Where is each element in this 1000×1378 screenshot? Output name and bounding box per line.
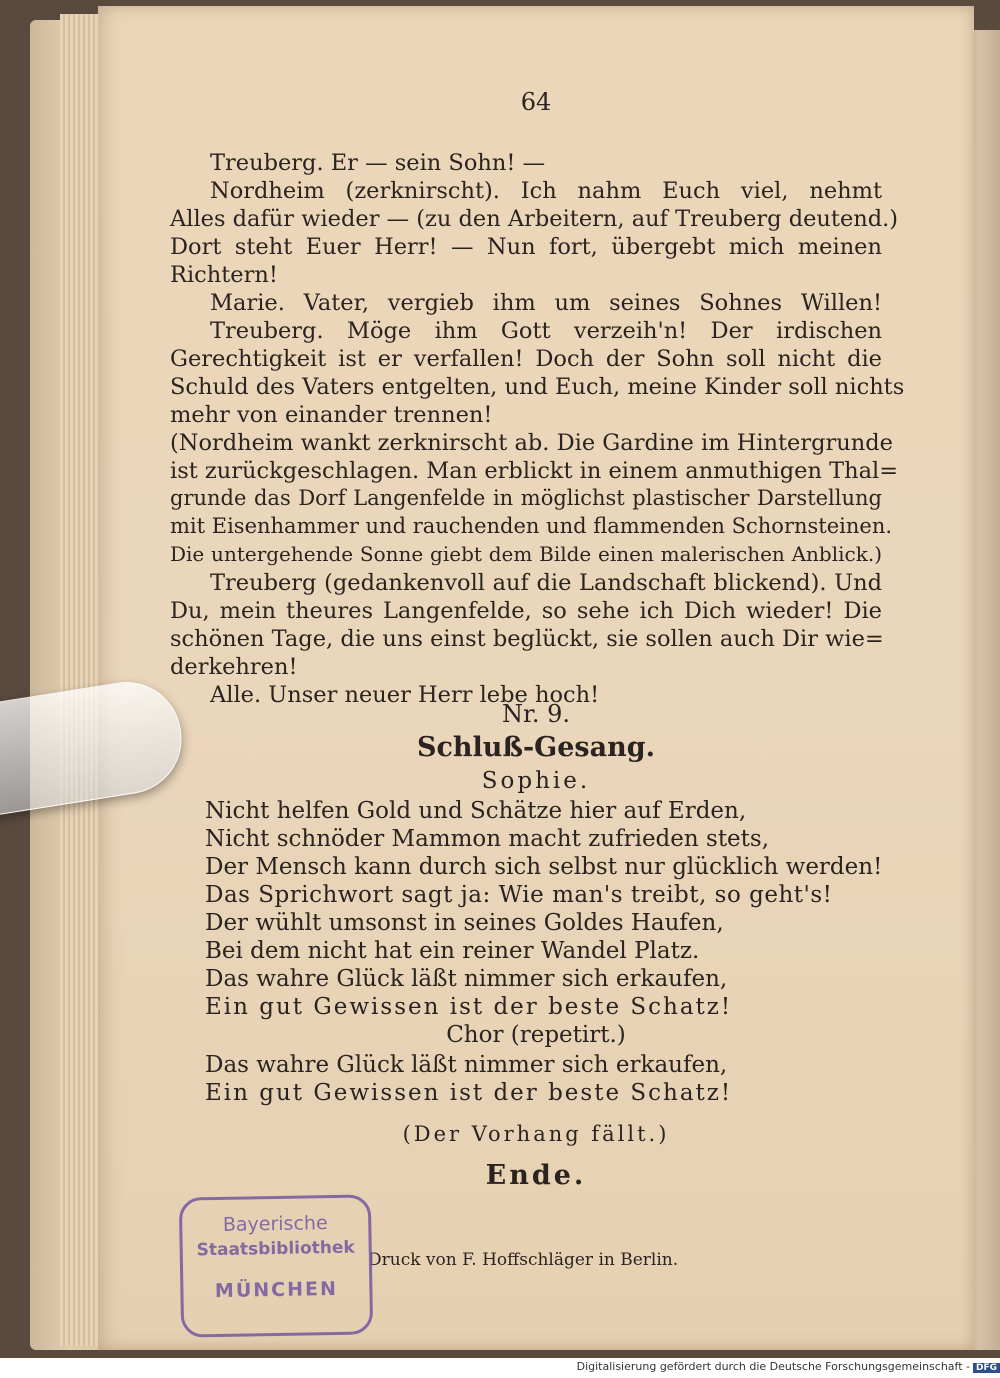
printer-imprint: Druck von F. Hoffschläger in Berlin. [368, 1250, 679, 1270]
verse-line: Nicht schnöder Mammon macht zufrieden stets, [205, 826, 770, 852]
chorus-line: Das wahre Glück läßt nimmer sich erkaufen, [205, 1052, 728, 1078]
text-line: (Nordheim wankt zerknirscht ab. Die Gardine im Hintergrunde [170, 430, 893, 456]
verse-line: Nicht helfen Gold und Schätze hier auf Erden, [205, 798, 747, 824]
text-line: Richtern! [170, 262, 278, 288]
text-line: derkehren! [170, 654, 298, 680]
text-line: grunde das Dorf Langenfelde in möglichst plastischer Darstellung [170, 486, 882, 510]
footer-credit [560, 1360, 1000, 1378]
text-line: Treuberg. Er — sein Sohn! — [210, 150, 546, 176]
chorus-label: Chor (repetirt.) [446, 1022, 626, 1048]
text-line: Die untergehende Sonne giebt dem Bilde einen malerischen Anblick.) [170, 542, 882, 566]
verse-line: Das Sprichwort sagt ja: Wie man's treibt, so geht's! [205, 882, 833, 908]
text-line: Alle. Unser neuer Herr lebe hoch! [210, 682, 600, 708]
verse-line: Bei dem nicht hat ein reiner Wandel Platz. [205, 938, 700, 964]
text-line: Treuberg (gedankenvoll auf die Landschaft blickend). Und [210, 570, 882, 596]
library-stamp [179, 1194, 373, 1337]
stamp-line: Bayerische [222, 1212, 328, 1236]
text-line: Treuberg. Möge ihm Gott verzeih'n! Der irdischen [210, 318, 882, 344]
verse-line: Der Mensch kann durch sich selbst nur glücklich werden! [205, 854, 883, 880]
verse-line: Das wahre Glück läßt nimmer sich erkaufen, [205, 966, 728, 992]
stage-direction: (Der Vorhang fällt.) [402, 1122, 670, 1146]
dfg-logo: DFG [973, 1363, 1000, 1373]
text-line: Dort steht Euer Herr! — Nun fort, übergebt mich meinen [170, 234, 882, 260]
text-line: Gerechtigkeit ist er verfallen! Doch der Sohn soll nicht die [170, 346, 882, 372]
text-line: Marie. Vater, vergieb ihm um seines Sohnes Willen! [210, 290, 882, 316]
stamp-line: Staatsbibliothek [196, 1237, 355, 1261]
footer-text: Digitalisierung gefördert durch die Deutsche Forschungsgemeinschaft - [576, 1360, 970, 1373]
end-mark: Ende. [485, 1160, 587, 1191]
verse-line: Ein gut Gewissen ist der beste Schatz! [205, 994, 733, 1020]
text-line: mehr von einander trennen! [170, 402, 493, 428]
text-line: schönen Tage, die uns einst beglückt, sie sollen auch Dir wie= [170, 626, 884, 652]
verse-line: Der wühlt umsonst in seines Goldes Haufen, [205, 910, 724, 936]
chorus-line: Ein gut Gewissen ist der beste Schatz! [205, 1080, 733, 1106]
song-title: Schluß-Gesang. [416, 732, 656, 763]
page-number: 64 [520, 88, 552, 116]
stamp-line: MÜNCHEN [214, 1277, 339, 1303]
singer-name: Sophie. [481, 768, 591, 794]
text-line: ist zurückgeschlagen. Man erblickt in einem anmuthigen Thal= [170, 458, 899, 484]
text-line: Schuld des Vaters entgelten, und Euch, meine Kinder soll nichts [170, 374, 905, 400]
number-heading: Nr. 9. [502, 700, 570, 728]
text-line: Du, mein theures Langenfelde, so sehe ich Dich wieder! Die [170, 598, 882, 624]
text-line: Alles dafür wieder — (zu den Arbeitern, auf Treuberg deutend.) [170, 206, 899, 232]
text-line: Nordheim (zerknirscht). Ich nahm Euch viel, nehmt [210, 178, 882, 204]
text-line: mit Eisenhammer und rauchenden und flammenden Schornsteinen. [170, 514, 893, 538]
